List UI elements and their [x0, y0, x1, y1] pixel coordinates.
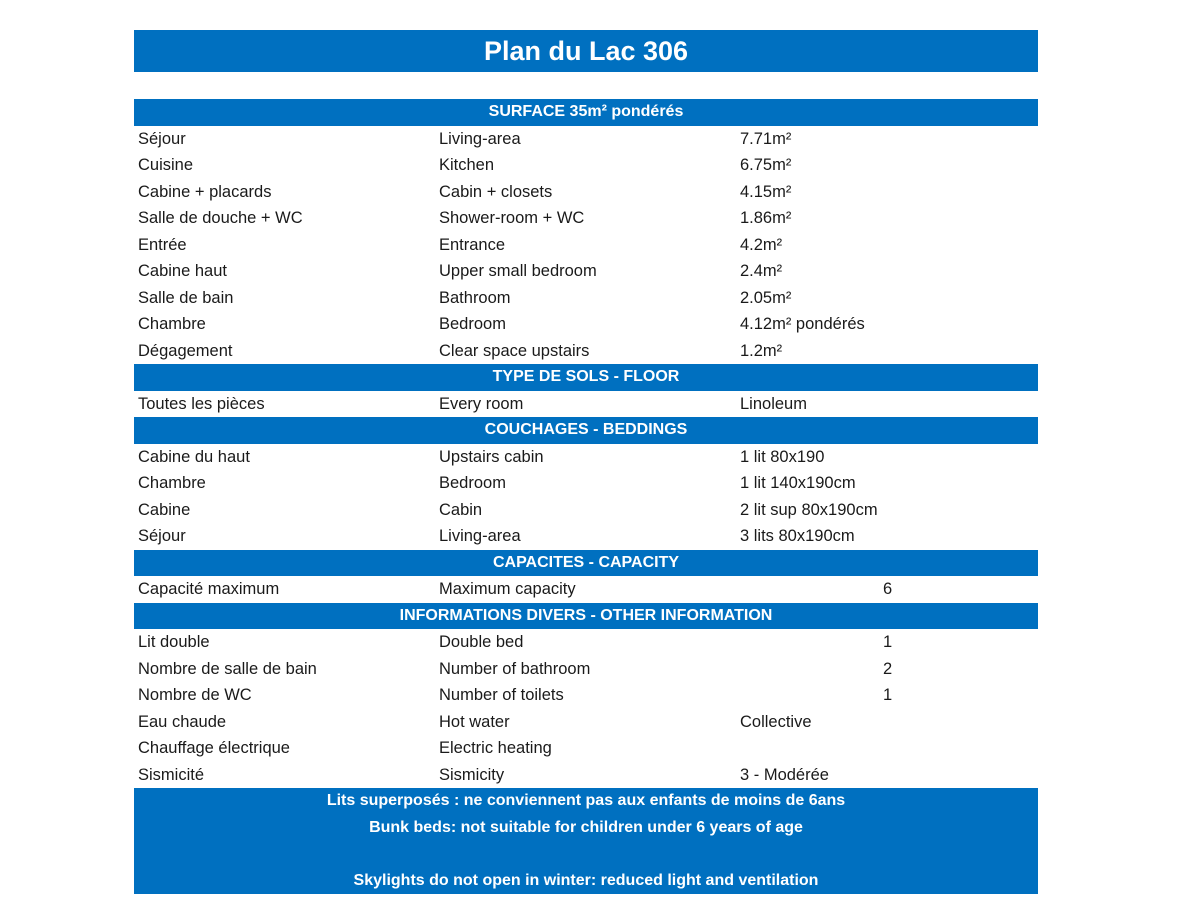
- row-label-fr: Chambre: [138, 315, 206, 333]
- row-label-fr: Salle de douche + WC: [138, 209, 303, 227]
- table-row: [134, 470, 1038, 497]
- table-row: [134, 523, 1038, 550]
- row-label-en: Electric heating: [439, 739, 552, 757]
- table-row: [134, 497, 1038, 524]
- row-label-fr: Cabine + placards: [138, 182, 272, 201]
- row-value: 2 lit sup 80x190cm: [740, 500, 878, 519]
- row-value: 4.12m² pondérés: [740, 315, 865, 333]
- row-label-fr: Cuisine: [138, 156, 194, 174]
- row-value: 3 - Modérée: [740, 765, 829, 784]
- table-row: [134, 285, 1038, 312]
- row-value: Collective: [740, 712, 812, 731]
- table-row: [134, 656, 1038, 683]
- property-table: [134, 99, 1038, 894]
- row-label-fr: Lit double: [138, 633, 210, 651]
- row-label-fr: Nombre de salle de bain: [138, 659, 317, 678]
- row-label-en: Kitchen: [439, 156, 495, 174]
- row-value: 3 lits 80x190cm: [740, 527, 855, 545]
- row-label-fr: Chauffage électrique: [138, 739, 290, 757]
- row-label-en: Number of bathroom: [439, 659, 591, 678]
- row-label-fr: Eau chaude: [138, 712, 227, 731]
- row-count: 2: [883, 659, 893, 678]
- row-value: 1.2m²: [740, 341, 783, 360]
- row-value: 1 lit 80x190: [740, 447, 825, 466]
- row-label-en: Upper small bedroom: [439, 262, 597, 280]
- footer-skylight-note: Skylights do not open in winter: reduced light and ventilation: [353, 871, 819, 889]
- table-row: [134, 735, 1038, 762]
- table-row: [134, 629, 1038, 656]
- section-header-beddings: COUCHAGES - BEDDINGS: [134, 417, 1038, 444]
- table-row: [134, 709, 1038, 736]
- section-header-floor: TYPE DE SOLS - FLOOR: [134, 364, 1038, 391]
- row-count: 1: [883, 633, 893, 651]
- row-label-en: Entrance: [439, 235, 506, 254]
- row-label-en: Cabin: [439, 500, 483, 519]
- row-label-en: Bedroom: [439, 474, 506, 492]
- row-label-fr: Séjour: [138, 527, 186, 545]
- row-value: 1 lit 140x190cm: [740, 474, 856, 492]
- row-label-en: Cabin + closets: [439, 182, 553, 201]
- row-label-en: Maximum capacity: [439, 580, 576, 598]
- table-row: [134, 205, 1038, 232]
- row-label-fr: Cabine: [138, 500, 191, 519]
- row-label-en: Hot water: [439, 712, 510, 731]
- row-label-en: Every room: [439, 394, 524, 413]
- row-value: Linoleum: [740, 394, 807, 413]
- table-row: [134, 391, 1038, 418]
- row-value: 2.05m²: [740, 288, 792, 307]
- table-row: [134, 258, 1038, 285]
- row-label-fr: Entrée: [138, 235, 187, 254]
- table-row: [134, 444, 1038, 471]
- row-label-en: Living-area: [439, 129, 521, 148]
- table-row: [134, 311, 1038, 338]
- row-label-fr: Cabine haut: [138, 262, 227, 280]
- table-row: [134, 232, 1038, 259]
- footer-notice: [134, 788, 1038, 894]
- row-label-en: Bedroom: [439, 315, 506, 333]
- row-label-en: Shower-room + WC: [439, 209, 585, 227]
- row-label-en: Upstairs cabin: [439, 447, 544, 466]
- table-row: [134, 682, 1038, 709]
- table-row: [134, 152, 1038, 179]
- row-label-en: Living-area: [439, 527, 521, 545]
- row-value: 4.15m²: [740, 182, 792, 201]
- row-label-fr: Dégagement: [138, 341, 233, 360]
- row-value: 1.86m²: [740, 209, 792, 227]
- row-count: 1: [883, 686, 893, 704]
- row-label-fr: Chambre: [138, 474, 206, 492]
- row-label-en: Sismicity: [439, 765, 505, 784]
- table-row: [134, 126, 1038, 153]
- row-label-fr: Sismicité: [138, 765, 205, 784]
- table-row: [134, 179, 1038, 206]
- row-label-fr: Nombre de WC: [138, 686, 252, 704]
- row-label-fr: Salle de bain: [138, 288, 234, 307]
- row-label-en: Clear space upstairs: [439, 341, 590, 360]
- table-row: [134, 762, 1038, 789]
- row-label-fr: Toutes les pièces: [138, 394, 265, 413]
- section-header-capacity: CAPACITES - CAPACITY: [134, 550, 1038, 577]
- row-value: 2.4m²: [740, 262, 783, 280]
- row-label-fr: Séjour: [138, 129, 186, 148]
- row-label-en: Number of toilets: [439, 686, 564, 704]
- page-title: Plan du Lac 306: [134, 30, 1038, 72]
- row-value: 7.71m²: [740, 129, 792, 148]
- row-label-en: Bathroom: [439, 288, 511, 307]
- section-header-other-information: INFORMATIONS DIVERS - OTHER INFORMATION: [134, 603, 1038, 630]
- row-value: 4.2m²: [740, 235, 783, 254]
- table-row: [134, 338, 1038, 365]
- table-row: [134, 576, 1038, 603]
- row-label-fr: Capacité maximum: [138, 580, 280, 598]
- row-count: 6: [883, 580, 893, 598]
- section-header-surface: SURFACE 35m² pondérés: [134, 99, 1038, 126]
- row-label-en: Double bed: [439, 633, 524, 651]
- footer-warning-fr: Lits superposés : ne conviennent pas aux enfants de moins de 6ans: [326, 792, 846, 809]
- footer-warning-en: Bunk beds: not suitable for children under 6 years of age: [369, 818, 803, 836]
- row-value: 6.75m²: [740, 156, 792, 174]
- row-label-fr: Cabine du haut: [138, 447, 250, 466]
